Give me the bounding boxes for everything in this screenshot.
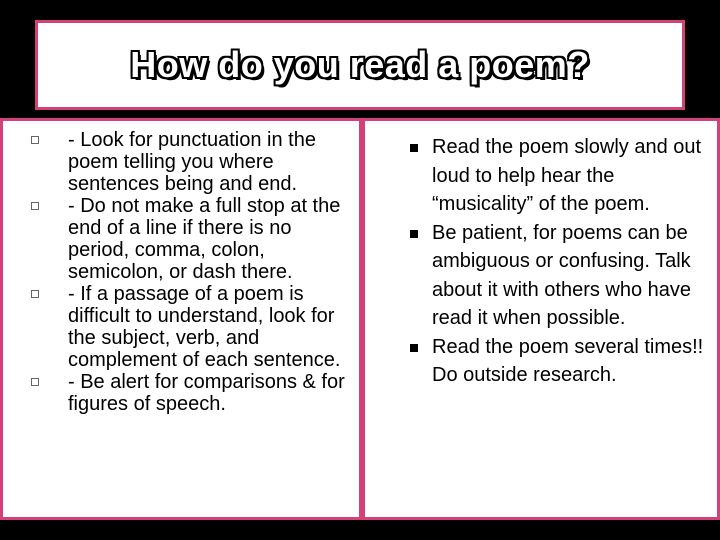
- list-item: [15, 129, 355, 195]
- left-panel: [0, 118, 362, 520]
- list-item: [365, 133, 715, 219]
- hollow-square-bullet-icon: [31, 378, 39, 386]
- hollow-square-bullet-icon: [31, 136, 39, 144]
- right-panel: [362, 118, 720, 520]
- left-bullet-list: [15, 129, 355, 415]
- list-item-text: - Be alert for comparisons & for figures of speech.: [68, 371, 345, 415]
- list-item-text: Be patient, for poems can be ambiguous or confusing. Talk about it with others who have read it when possible.: [432, 221, 692, 329]
- title-box: [35, 20, 685, 110]
- list-item: [365, 333, 715, 390]
- list-item-text: - Do not make a full stop at the end of a line if there is no period, comma, colon, semicolon, or dash there.: [68, 195, 341, 283]
- list-item-text: Read the poem slowly and out loud to help hear the “musicality” of the poem.: [432, 136, 702, 215]
- list-item: [15, 283, 355, 371]
- hollow-square-bullet-icon: [31, 202, 39, 210]
- list-item-text: Read the poem several times!! Do outside research.: [432, 335, 704, 386]
- filled-square-bullet-icon: [410, 344, 418, 352]
- hollow-square-bullet-icon: [31, 290, 39, 298]
- filled-square-bullet-icon: [410, 230, 418, 238]
- filled-square-bullet-icon: [410, 144, 418, 152]
- slide-title: How do you read a poem?: [130, 44, 590, 85]
- list-item-text: - If a passage of a poem is difficult to understand, look for the subject, verb, and complement of each sentence.: [68, 283, 341, 371]
- list-item-text: - Look for punctuation in the poem telling you where sentences being and end.: [68, 129, 316, 195]
- list-item: [365, 219, 715, 333]
- list-item: [15, 371, 355, 415]
- right-bullet-list: [365, 133, 715, 390]
- list-item: [15, 195, 355, 283]
